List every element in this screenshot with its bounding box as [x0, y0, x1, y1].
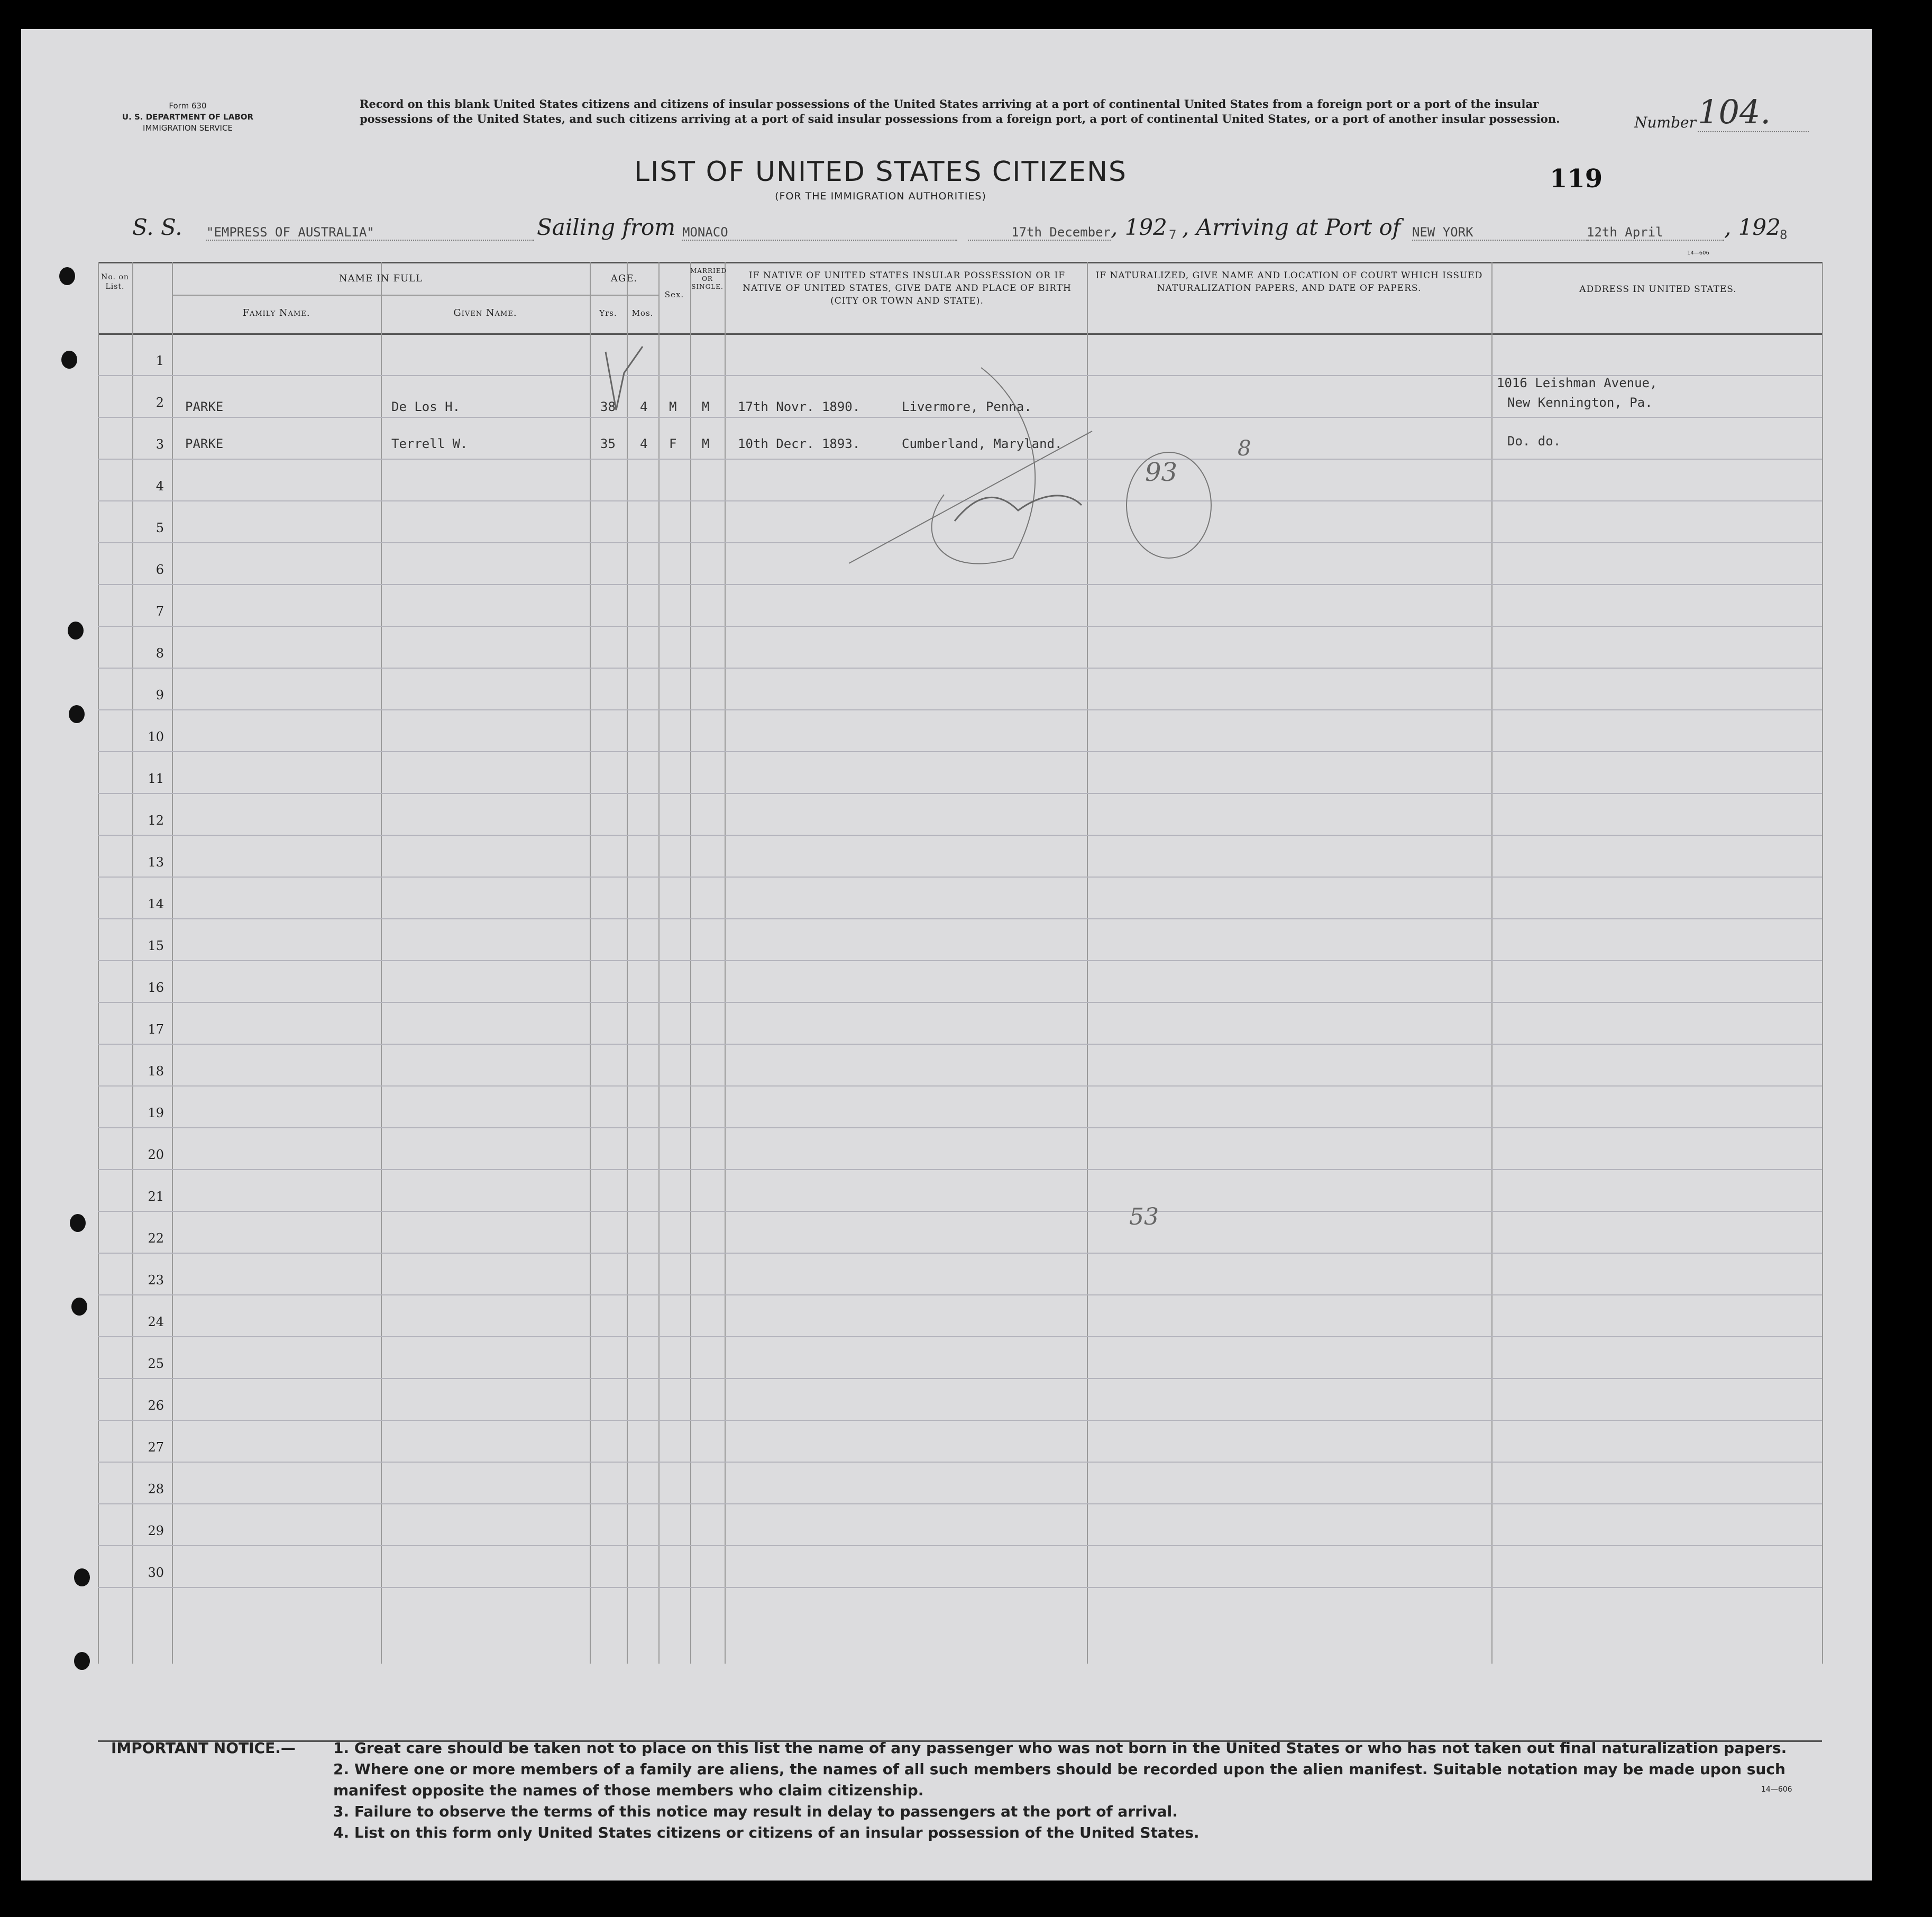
- department-name: U. S. DEPARTMENT OF LABOR: [122, 112, 254, 122]
- handwritten-marks: [574, 336, 1341, 611]
- ship-name: "EMPRESS OF AUSTRALIA": [206, 225, 534, 241]
- row-rule: [98, 1169, 1822, 1170]
- row-number: 13: [148, 855, 164, 870]
- col-birth-info: IF NATIVE OF UNITED STATES INSULAR POSSESSION OR IF NATIVE OF UNITED STATES, GIVE DATE AND PLACE OF BIRTH (CITY OR TOWN AND STATE).: [743, 270, 1072, 306]
- stamp-number: 119: [1550, 164, 1603, 194]
- row-2-family: PARKE: [185, 436, 224, 451]
- binder-hole: [70, 1214, 86, 1232]
- row-rule: [98, 1253, 1822, 1254]
- form-number: Form 630: [169, 101, 207, 111]
- col-address: ADDRESS IN UNITED STATES.: [1579, 284, 1737, 295]
- row-number: 4: [155, 479, 164, 494]
- row-rule: [98, 1044, 1822, 1045]
- row-rule: [98, 709, 1822, 710]
- row-number: 1: [155, 353, 164, 368]
- page-title: LIST OF UNITED STATES CITIZENS: [634, 156, 1127, 188]
- check-mark: [606, 346, 643, 410]
- arrival-year-prefix: , 192: [1724, 214, 1781, 240]
- notice-item: 4. List on this form only United States citizens or citizens of an insular possession of the United States.: [333, 1824, 1200, 1841]
- col-given-name: Given Name.: [453, 307, 517, 318]
- row-rule: [98, 1127, 1822, 1128]
- row-rule: [98, 1587, 1822, 1588]
- row-number: 8: [155, 646, 164, 661]
- binder-hole: [71, 1298, 87, 1316]
- row-1-yrs: 38: [600, 399, 616, 414]
- row-number: 7: [155, 604, 164, 619]
- row-number: 27: [148, 1440, 164, 1455]
- notice-item: 2. Where one or more members of a family are aliens, the names of all such members should be recorded upon the alien manifest. Suitable notation may be made upon such manifest opposite the names of those members who claim citizenship.: [333, 1760, 1786, 1799]
- arrival-year-suffix: 8: [1780, 227, 1788, 242]
- row-rule: [98, 918, 1822, 919]
- row-rule: [98, 1420, 1822, 1421]
- row-number: 3: [155, 437, 164, 452]
- notice-item: 3. Failure to observe the terms of this notice may result in delay to passengers at the port of arrival.: [333, 1803, 1178, 1820]
- row-rule: [98, 668, 1822, 669]
- printer-code: 14—606: [1687, 250, 1709, 256]
- binder-hole: [69, 705, 85, 723]
- row-number: 29: [148, 1523, 164, 1538]
- signature-loop: [932, 368, 1036, 564]
- row-1-address-line1: 1016 Leishman Avenue,: [1497, 376, 1658, 390]
- row-2-marital: M: [702, 436, 710, 451]
- row-1-address-line2: New Kennington, Pa.: [1507, 395, 1653, 410]
- cancel-stroke: [849, 431, 1092, 563]
- row-1-family: PARKE: [185, 399, 224, 414]
- col-no-on-list: No. on List.: [101, 273, 129, 291]
- row-rule: [98, 793, 1822, 794]
- row-rule: [98, 1002, 1822, 1003]
- row-number: 10: [148, 729, 164, 744]
- col-yrs: Yrs.: [599, 308, 617, 318]
- signature-scrawl: [955, 496, 1082, 521]
- row-number: 5: [155, 521, 164, 535]
- row-1-birth-date: 17th Novr. 1890.: [738, 399, 860, 414]
- col-sex: Sex.: [664, 290, 684, 299]
- row-rule: [98, 1378, 1822, 1379]
- binder-hole: [68, 622, 84, 640]
- margin-note: 8: [1238, 436, 1251, 461]
- row-number: 15: [148, 938, 164, 953]
- sailing-year-suffix: 7: [1169, 227, 1177, 242]
- row-number: 17: [148, 1022, 164, 1037]
- row-2-sex: F: [669, 436, 677, 451]
- row-number: 11: [148, 771, 164, 786]
- page-mark: 53: [1129, 1203, 1159, 1230]
- row-1-marital: M: [702, 399, 710, 414]
- row-rule: [98, 1545, 1822, 1546]
- row-rule: [98, 1336, 1822, 1337]
- row-rule: [98, 626, 1822, 627]
- col-name-in-full: NAME IN FULL: [338, 273, 423, 284]
- row-number: 20: [148, 1147, 164, 1162]
- service-name: IMMIGRATION SERVICE: [143, 123, 233, 133]
- col-age: AGE.: [610, 273, 638, 284]
- arrival-port: NEW YORK: [1412, 225, 1587, 241]
- row-1-given: De Los H.: [391, 399, 461, 414]
- sailing-port: MONACO: [682, 225, 957, 241]
- ss-label: S. S.: [132, 214, 182, 240]
- row-rule: [98, 835, 1822, 836]
- notice-label: IMPORTANT NOTICE.—: [111, 1739, 296, 1757]
- number-label: Number: [1634, 114, 1696, 131]
- binder-hole: [59, 267, 75, 285]
- row-number: 24: [148, 1314, 164, 1329]
- circled-note-text: 93: [1145, 458, 1178, 487]
- row-number: 23: [148, 1273, 164, 1288]
- row-2-address-line1: Do. do.: [1507, 434, 1561, 449]
- row-number: 14: [148, 897, 164, 911]
- form-identifier: [100, 101, 275, 134]
- row-1-mos: 4: [640, 399, 648, 414]
- col-married-single: MARRIED OR SINGLE.: [690, 267, 727, 290]
- row-number: 18: [148, 1064, 164, 1079]
- row-2-yrs: 35: [600, 436, 616, 451]
- row-2-birth-date: 10th Decr. 1893.: [738, 436, 860, 451]
- row-rule: [98, 751, 1822, 752]
- notice-item: 1. Great care should be taken not to place on this list the name of any passenger who was not born in the United States or who has not taken out final naturalization papers.: [333, 1739, 1787, 1757]
- row-number: 30: [148, 1565, 164, 1580]
- form-code: 14—606: [1761, 1785, 1792, 1794]
- row-rule: [98, 877, 1822, 878]
- row-number: 25: [148, 1356, 164, 1371]
- arriving-label: , Arriving at Port of: [1182, 214, 1401, 240]
- binder-hole: [74, 1652, 90, 1670]
- binder-hole: [74, 1568, 90, 1586]
- list-number: 104.: [1698, 93, 1809, 132]
- row-number: 12: [148, 813, 164, 828]
- row-number: 22: [148, 1231, 164, 1246]
- row-number: 21: [148, 1189, 164, 1204]
- sailing-date: 17th December: [968, 225, 1111, 241]
- row-rule: [98, 960, 1822, 961]
- manifest-sheet: [21, 29, 1872, 1881]
- row-number: 16: [148, 980, 164, 995]
- row-number: 28: [148, 1482, 164, 1496]
- binder-hole: [61, 351, 77, 369]
- row-1-sex: M: [669, 399, 677, 414]
- sailing-year-prefix: , 192: [1111, 214, 1167, 240]
- row-number: 9: [155, 688, 164, 702]
- record-instructions: Record on this blank United States citizens and citizens of insular possessions of the United States arriving at a port of continental United States from a foreign port or a port of the insular possessions of the United States, and such citizens arriving at a port of said insular possessions from a foreign port, a port of continental United States, or a port of another insular possession.: [360, 97, 1560, 125]
- page-subtitle: (FOR THE IMMIGRATION AUTHORITIES): [775, 190, 986, 202]
- row-rule: [98, 1211, 1822, 1212]
- row-rule: [98, 1462, 1822, 1463]
- row-1-birth-place: Livermore, Penna.: [902, 399, 1032, 414]
- row-2-birth-place: Cumberland, Maryland.: [902, 436, 1063, 451]
- row-2-given: Terrell W.: [391, 436, 468, 451]
- col-mos: Mos.: [631, 308, 654, 318]
- sailing-label: Sailing from: [537, 214, 676, 240]
- row-2-mos: 4: [640, 436, 648, 451]
- arrival-date: 12th April: [1587, 225, 1724, 241]
- row-number: 26: [148, 1398, 164, 1413]
- row-number: 19: [148, 1106, 164, 1120]
- row-number: 2: [155, 395, 164, 410]
- col-family-name: Family Name.: [242, 307, 310, 318]
- row-rule: [98, 1085, 1822, 1087]
- citizen-table: [98, 262, 1822, 1664]
- row-number: 6: [155, 562, 164, 577]
- row-rule: [98, 1294, 1822, 1295]
- notice-list: [333, 1738, 1835, 1843]
- row-rule: [98, 1503, 1822, 1504]
- col-naturalized: IF NATURALIZED, GIVE NAME AND LOCATION OF COURT WHICH ISSUED NATURALIZATION PAPERS, AND DATE OF PAPERS.: [1095, 270, 1483, 294]
